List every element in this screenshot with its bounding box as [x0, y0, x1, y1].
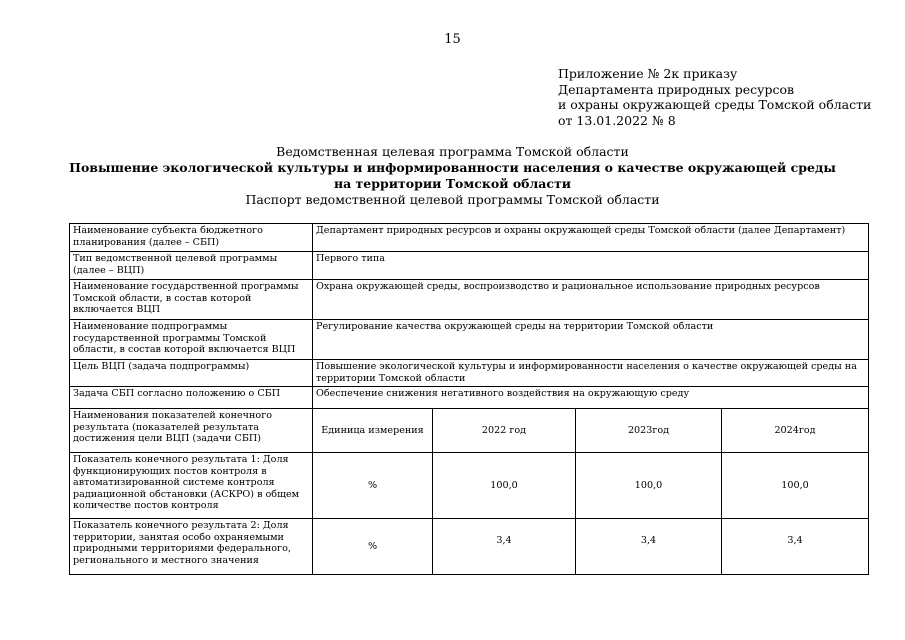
table-row [70, 387, 869, 409]
indicator-value-2023: 3,4 [576, 519, 722, 575]
row-label: Цель ВЦП (задача подпрограммы) [70, 360, 313, 387]
indicator-value-2024: 3,4 [722, 519, 869, 575]
indicator-unit: % [313, 453, 433, 519]
passport-table [69, 223, 869, 575]
row-label: Наименование субъекта бюджетного планирования (далее – СБП) [70, 224, 313, 252]
row-label: Тип ведомственной целевой программы (далее – ВЦП) [70, 252, 313, 280]
indicator-value-2022: 3,4 [433, 519, 576, 575]
indicator-header-row [70, 409, 869, 453]
table-row [70, 280, 869, 320]
passport-line: Паспорт ведомственной целевой программы Томской области [245, 192, 660, 207]
indicator-value-2024: 100,0 [722, 453, 869, 519]
table-row [70, 360, 869, 387]
row-value: Повышение экологической культуры и информированности населения о качестве окружающей среды на территории Томской области [313, 360, 869, 387]
row-value: Департамент природных ресурсов и охраны окружающей среды Томской области (далее Департамент) [313, 224, 869, 252]
row-value: Регулирование качества окружающей среды на территории Томской области [313, 320, 869, 360]
indicator-row [70, 519, 869, 575]
indicator-name: Показатель конечного результата 1: Доля функционирующих постов контроля в автоматизированной системе контроля радиационной обстановки (АСКРО) в общем количестве постов контроля [70, 453, 313, 519]
year-2023-header: 2023год [576, 409, 722, 453]
document-title-line1: Повышение экологической культуры и информированности населения о качестве окружающей среды [69, 160, 836, 175]
table-row [70, 320, 869, 360]
appendix-line: и охраны окружающей среды Томской области [558, 97, 872, 112]
page-number: 15 [444, 32, 461, 47]
indicator-row [70, 453, 869, 519]
program-line: Ведомственная целевая программа Томской области [276, 144, 629, 159]
row-label: Наименование подпрограммы государственной программы Томской области, в состав которой включается ВЦП [70, 320, 313, 360]
document-title-line2: на территории Томской области [333, 176, 572, 191]
row-label: Задача СБП согласно положению о СБП [70, 387, 313, 409]
row-value: Первого типа [313, 252, 869, 280]
document-heading [0, 144, 905, 208]
row-value: Охрана окружающей среды, воспроизводство и рациональное использование природных ресурсов [313, 280, 869, 320]
row-value: Обеспечение снижения негативного воздействия на окружающую среду [313, 387, 869, 409]
indicator-value-2023: 100,0 [576, 453, 722, 519]
table-row [70, 224, 869, 252]
unit-header: Единица измерения [313, 409, 433, 453]
appendix-block [558, 66, 871, 128]
indicator-value-2022: 100,0 [433, 453, 576, 519]
indicator-name-header: Наименования показателей конечного результата (показателей результата достижения цели ВЦП (задачи СБП) [70, 409, 313, 453]
indicator-name: Показатель конечного результата 2: Доля территории, занятая особо охраняемыми природными территориями федерального, регионального и местного значения [70, 519, 313, 575]
appendix-line: Департамента природных ресурсов [558, 81, 795, 97]
appendix-line: Приложение № 2к приказу [558, 66, 738, 81]
table-row [70, 252, 869, 280]
appendix-line: от 13.01.2022 № 8 [558, 112, 676, 128]
year-2022-header: 2022 год [433, 409, 576, 453]
year-2024-header: 2024год [722, 409, 869, 453]
indicator-unit: % [313, 519, 433, 575]
row-label: Наименование государственной программы Томской области, в состав которой включается ВЦП [70, 280, 313, 320]
